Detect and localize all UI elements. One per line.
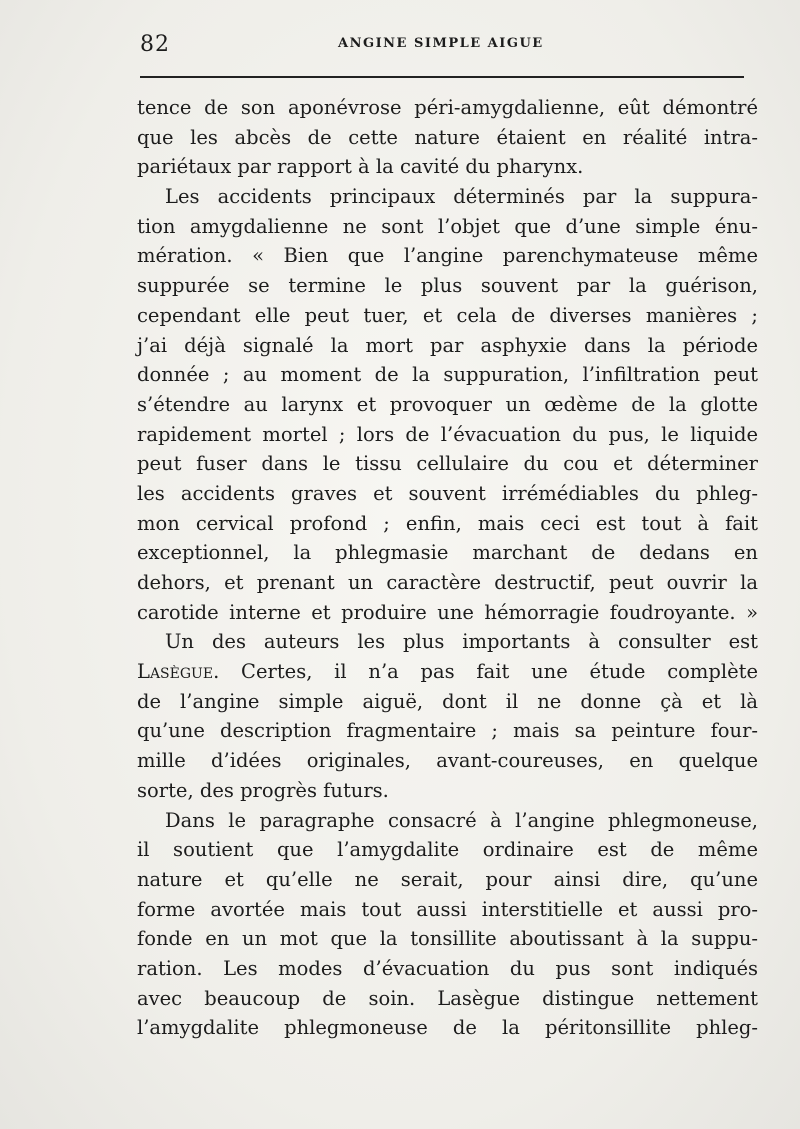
text-line: donnée ; au moment de la suppuration, l’infiltration peut bbox=[137, 363, 758, 387]
text-line: rapidement mortel ; lors de l’évacuation du pus, le liquide bbox=[137, 422, 758, 446]
text-line: dehors, et prenant un caractère destructif, peut ouvrir la bbox=[137, 571, 758, 594]
text-line: mération. « Bien que l’angine parenchymateuse même bbox=[137, 244, 758, 268]
text-line: qu’une description fragmentaire ; mais sa peinture four- bbox=[137, 719, 758, 743]
text-line: que les abcès de cette nature étaient en réalité intra- bbox=[137, 125, 758, 149]
body-text bbox=[137, 93, 758, 1043]
text-line: les accidents graves et souvent irrémédiables du phleg- bbox=[137, 481, 758, 505]
text-line: forme avortée mais tout aussi interstitielle et aussi pro- bbox=[137, 897, 758, 921]
author-name: Lasègue bbox=[137, 660, 214, 684]
text-line: s’étendre au larynx et provoquer un œdème de la glotte bbox=[137, 392, 758, 416]
text-line: Dans le paragraphe consacré à l’angine phlegmoneuse, bbox=[165, 808, 758, 832]
text-line: sorte, des progrès futurs. bbox=[137, 778, 389, 802]
text-line: tion amygdalienne ne sont l’objet que d’une simple énu- bbox=[137, 214, 758, 238]
text-line: peut fuser dans le tissu cellulaire du cou et déterminer bbox=[137, 452, 758, 476]
text-line: ration. Les modes d’évacuation du pus sont indiqués bbox=[137, 956, 758, 980]
text-line: suppurée se termine le plus souvent par la guérison, bbox=[137, 274, 758, 298]
text-line: fonde en un mot que la tonsillite aboutissant à la suppu- bbox=[137, 927, 758, 951]
text-line: Les accidents principaux déterminés par la suppura- bbox=[165, 185, 758, 209]
text-line: j’ai déjà signalé la mort par asphyxie dans la période bbox=[137, 333, 758, 357]
text-line: pariétaux par rapport à la cavité du pharynx. bbox=[137, 155, 584, 179]
text-line: il soutient que l’amygdalite ordinaire est de même bbox=[137, 838, 758, 862]
text-line: mille d’idées originales, avant-coureuses, en quelque bbox=[137, 749, 758, 773]
text-line: cependant elle peut tuer, et cela de diverses manières ; bbox=[137, 303, 758, 327]
header-rule bbox=[140, 76, 744, 78]
text-line: l’amygdalite phlegmoneuse de la péritonsillite phleg- bbox=[137, 1016, 758, 1040]
text-line: carotide interne et produire une hémorragie foudroyante. » bbox=[137, 600, 758, 624]
text-line: exceptionnel, la phlegmasie marchant de dedans en bbox=[137, 541, 758, 565]
text-line: Lasègue. Certes, il n’a pas fait une étude complète bbox=[137, 660, 758, 684]
text-line: mon cervical profond ; enfin, mais ceci est tout à fait bbox=[137, 511, 758, 535]
running-title: ANGINE SIMPLE AIGUE bbox=[338, 36, 544, 51]
text-line: tence de son aponévrose péri-amygdalienne, eût démontré bbox=[137, 96, 758, 119]
text-line: Un des auteurs les plus importants à consulter est bbox=[165, 630, 758, 654]
text-line: nature et qu’elle ne serait, pour ainsi dire, qu’une bbox=[137, 867, 758, 891]
text-line: avec beaucoup de soin. Lasègue distingue nettement bbox=[137, 986, 758, 1010]
page-header bbox=[140, 32, 750, 62]
page-number: 82 bbox=[140, 32, 170, 57]
text-line: de l’angine simple aiguë, dont il ne donne çà et là bbox=[137, 689, 758, 713]
